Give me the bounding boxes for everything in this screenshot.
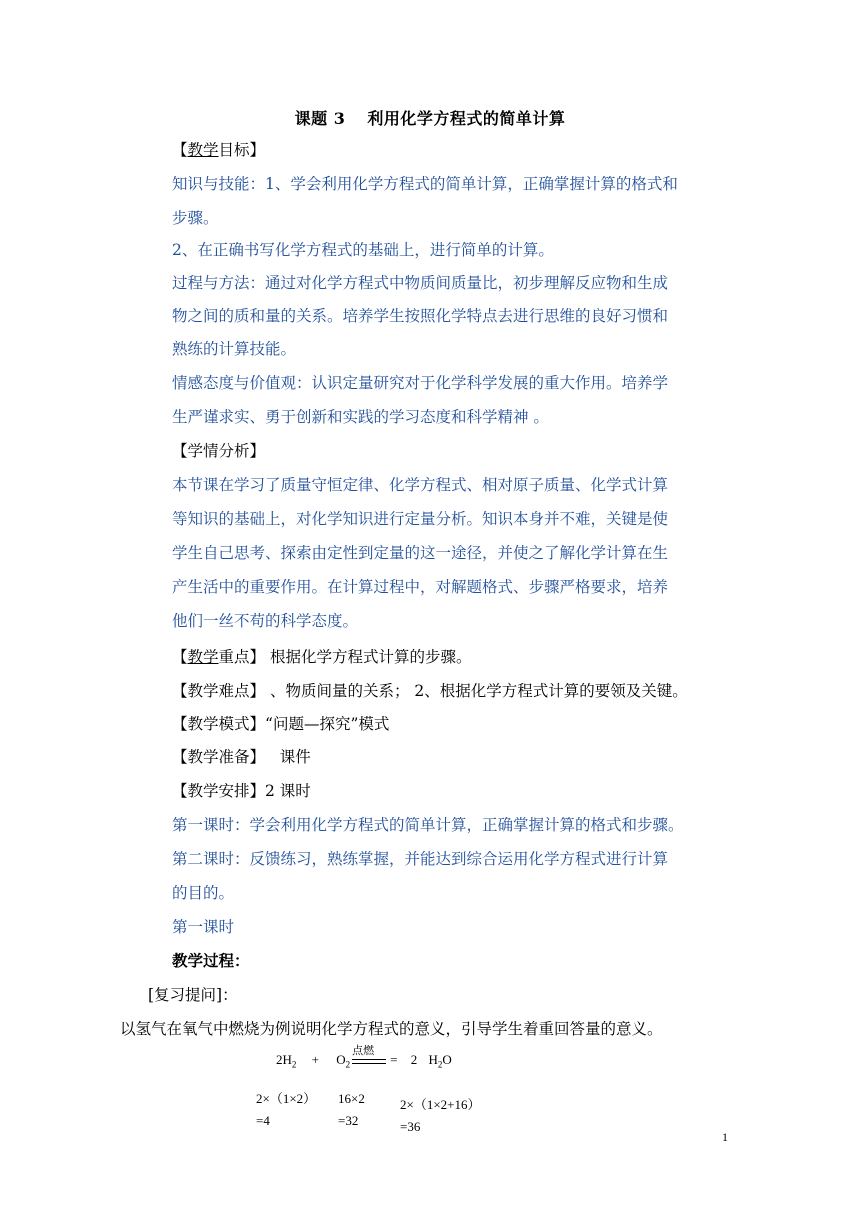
heading-underlined: 教学 (187, 141, 219, 159)
equals-sign: = (390, 1052, 398, 1067)
plus-sign: + (311, 1052, 319, 1067)
key-point (172, 647, 471, 667)
reaction-arrow (350, 1044, 388, 1068)
prep-text: 课件 (265, 748, 311, 766)
heading-underlined: 教学 (187, 648, 219, 666)
objective-emotion: 情感态度与价值观：认识定量研究对于化学科学发展的重大作用。培养学 (172, 374, 669, 392)
analysis-heading: 【学情分析】 (172, 442, 266, 460)
objective-knowledge: 知识与技能：1、学会利用化学方程式的简单计算，正确掌握计算的格式和 (172, 175, 678, 193)
h2-term: 2H (276, 1052, 292, 1067)
key-point-text: 根据化学方程式计算的步骤。 (265, 648, 472, 666)
objective-knowledge-cont: 步骤。 (172, 209, 219, 227)
objectives-heading (172, 140, 265, 160)
lesson2: 第二课时：反馈练习，熟练掌握，并能达到综合运用化学方程式进行计算 (172, 850, 669, 868)
objective-emotion-cont: 生严谨求实、勇于创新和实践的学习态度和科学精神 。 (172, 408, 549, 426)
prep (172, 747, 311, 767)
o2-term: O (336, 1052, 346, 1067)
lesson1: 第一课时：学会利用化学方程式的简单计算，正确掌握计算的格式和步骤。 (172, 816, 684, 834)
bracket-open: 【 (172, 648, 188, 666)
mass-result: =36 (400, 1119, 421, 1134)
process-heading: 教学过程： (172, 951, 250, 970)
mass-h2o (400, 1094, 481, 1138)
mode (172, 714, 389, 734)
difficulty-heading: 【教学难点】 (172, 682, 266, 700)
objective-item2: 2、在正确书写化学方程式的基础上，进行简单的计算。 (172, 241, 554, 259)
review-text: 以氢气在氧气中燃烧为例说明化学方程式的意义，引导学生着重回答量的意义。 (120, 1020, 663, 1038)
difficulty (172, 681, 688, 701)
mode-heading: 【教学模式】 (172, 715, 266, 733)
mass-h2 (256, 1088, 316, 1132)
analysis-line: 学生自己思考、探索由定性到定量的这一途径，并使之了解化学计算在生 (172, 544, 669, 562)
h2-subscript: 2 (291, 1059, 297, 1070)
prep-heading: 【教学准备】 (172, 748, 266, 766)
h2o-hydrogen: H (428, 1052, 438, 1067)
mass-expression: 2×（1×2） (256, 1091, 317, 1106)
h2o-subscript: 2 (437, 1059, 443, 1070)
h2o-oxygen: O (442, 1052, 452, 1067)
page-title (0, 106, 860, 129)
mass-result: =4 (256, 1113, 270, 1128)
mass-expression: 16×2 (338, 1091, 365, 1106)
equals-bar (352, 1059, 386, 1064)
mass-expression: 2×（1×2+16） (400, 1097, 481, 1112)
objective-process: 过程与方法：通过对化学方程式中物质间质量比，初步理解反应物和生成 (172, 274, 669, 292)
schedule-text: 2 课时 (265, 782, 311, 800)
page-number: 1 (722, 1130, 728, 1144)
mass-result: =32 (338, 1113, 359, 1128)
schedule-heading: 【教学安排】 (172, 782, 266, 800)
first-lesson: 第一课时 (172, 918, 235, 936)
analysis-line: 等知识的基础上，对化学知识进行定量分析。知识本身并不难，关键是使 (172, 510, 669, 528)
mode-text: “问题—探究”模式 (265, 715, 390, 733)
heading-rest: 目标】 (218, 141, 266, 159)
condition-label: 点燃 (352, 1044, 375, 1057)
objective-process-cont2: 熟练的计算技能。 (172, 340, 297, 358)
heading-rest: 重点】 (218, 648, 266, 666)
review-prompt: [复习提问]： (148, 986, 238, 1004)
title-text: 利用化学方程式的简单计算 (367, 109, 566, 128)
bracket-open: 【 (172, 141, 188, 159)
schedule (172, 781, 311, 801)
chemical-equation (276, 1044, 452, 1070)
objective-process-cont1: 物之间的质和量的关系。培养学生按照化学特点去进行思维的良好习惯和 (172, 307, 669, 325)
title-number: 课题 3 (294, 109, 346, 128)
mass-o2 (338, 1088, 365, 1132)
difficulty-text: 、物质间量的关系； 2、根据化学方程式计算的要领及关键。 (265, 682, 688, 700)
analysis-line: 产生活中的重要作用。在计算过程中，对解题格式、步骤严格要求，培养 (172, 578, 669, 596)
h2o-coefficient: 2 (410, 1052, 418, 1067)
analysis-line: 本节课在学习了质量守恒定律、化学方程式、相对原子质量、化学式计算 (172, 476, 669, 494)
lesson2-cont: 的目的。 (172, 884, 235, 902)
o2-subscript: 2 (345, 1059, 351, 1070)
analysis-line: 他们一丝不苟的科学态度。 (172, 612, 359, 630)
